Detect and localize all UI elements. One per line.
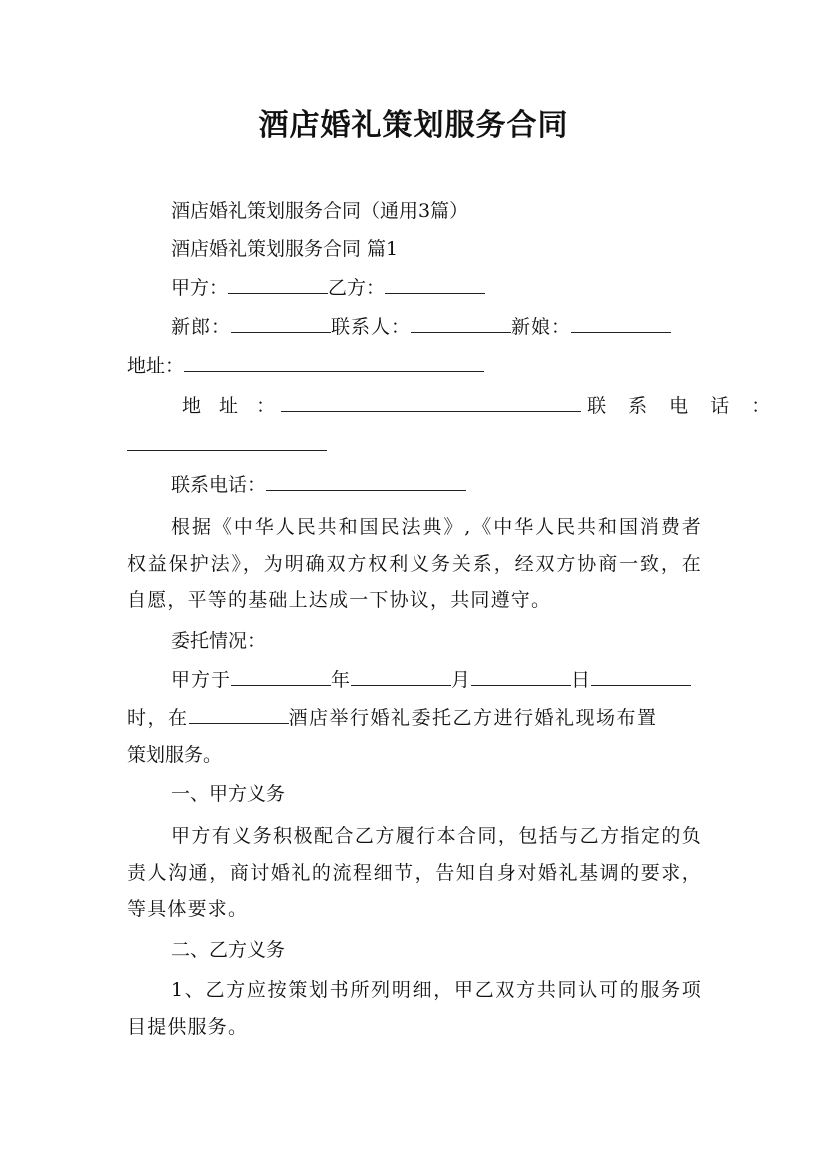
address-label-2: 地 址 ： xyxy=(182,395,282,417)
groom-blank xyxy=(231,314,331,333)
address-line-2 xyxy=(182,393,778,419)
section2-item1: 1、乙方应按策划书所列明细，甲乙双方共同认可的服务项目提供服务。 xyxy=(127,979,702,1038)
day-blank xyxy=(471,667,571,686)
phone-label-2: 联 系 电 话 ： xyxy=(587,395,779,417)
month-blank xyxy=(351,667,451,686)
section1-body: 甲方有义务积极配合乙方履行本合同，包括与乙方指定的负责人沟通，商讨婚礼的流程细节，告知自身对婚礼基调的要求，等具体要求。 xyxy=(127,825,702,920)
party-a-blank xyxy=(228,275,328,294)
article-heading: 酒店婚礼策划服务合同 篇1 xyxy=(171,238,399,260)
hotel-blank xyxy=(189,705,289,724)
entrust-rest-2: 策划服务。 xyxy=(127,744,223,766)
couple-line xyxy=(171,314,671,340)
bride-blank xyxy=(571,314,671,333)
hour-blank xyxy=(591,667,691,686)
phone-label-1: 联系电话： xyxy=(171,474,267,496)
day-label: 日 xyxy=(571,669,592,691)
address-blank-1 xyxy=(184,353,484,372)
entrust-date-line xyxy=(171,667,691,693)
bride-label: 新娘： xyxy=(511,316,572,338)
phone-blank-2-line xyxy=(127,432,327,458)
contact-person-blank xyxy=(411,314,511,333)
party-a-label: 甲方： xyxy=(171,277,229,299)
address-label-1: 地址： xyxy=(127,355,185,377)
entrust-venue-line xyxy=(127,705,658,731)
entrust-prefix: 甲方于 xyxy=(171,669,232,691)
section1-heading: 一、甲方义务 xyxy=(171,783,286,805)
month-label: 月 xyxy=(451,669,472,691)
parties-line xyxy=(171,275,485,301)
phone-blank-2 xyxy=(127,432,327,451)
entrust-venue-line-2 xyxy=(127,742,222,768)
address-line-1 xyxy=(127,353,484,379)
section2-heading: 二、乙方义务 xyxy=(171,939,286,961)
contact-person-label: 联系人： xyxy=(331,316,412,338)
entrust-rest-1: 酒店举行婚礼委托乙方进行婚礼现场布置 xyxy=(288,707,658,729)
address-blank-2 xyxy=(281,393,581,412)
entrust-heading: 委托情况： xyxy=(171,630,267,652)
groom-label: 新郎： xyxy=(171,316,232,338)
phone-line-1 xyxy=(171,472,466,498)
entrust-hour: 时，在 xyxy=(127,707,189,729)
phone-blank-1 xyxy=(266,472,466,491)
intro-paragraph: 根据《中华人民共和国民法典》,《中华人民共和国消费者权益保护法》，为明确双方权利义务关系，经双方协商一致，在自愿，平等的基础上达成一下协议，共同遵守。 xyxy=(127,516,702,611)
document-subtitle: 酒店婚礼策划服务合同（通用3篇） xyxy=(171,200,469,222)
party-b-blank xyxy=(385,275,485,294)
document-title: 酒店婚礼策划服务合同 xyxy=(258,108,569,143)
party-b-label: 乙方： xyxy=(328,277,386,299)
year-blank xyxy=(231,667,331,686)
year-label: 年 xyxy=(331,669,352,691)
